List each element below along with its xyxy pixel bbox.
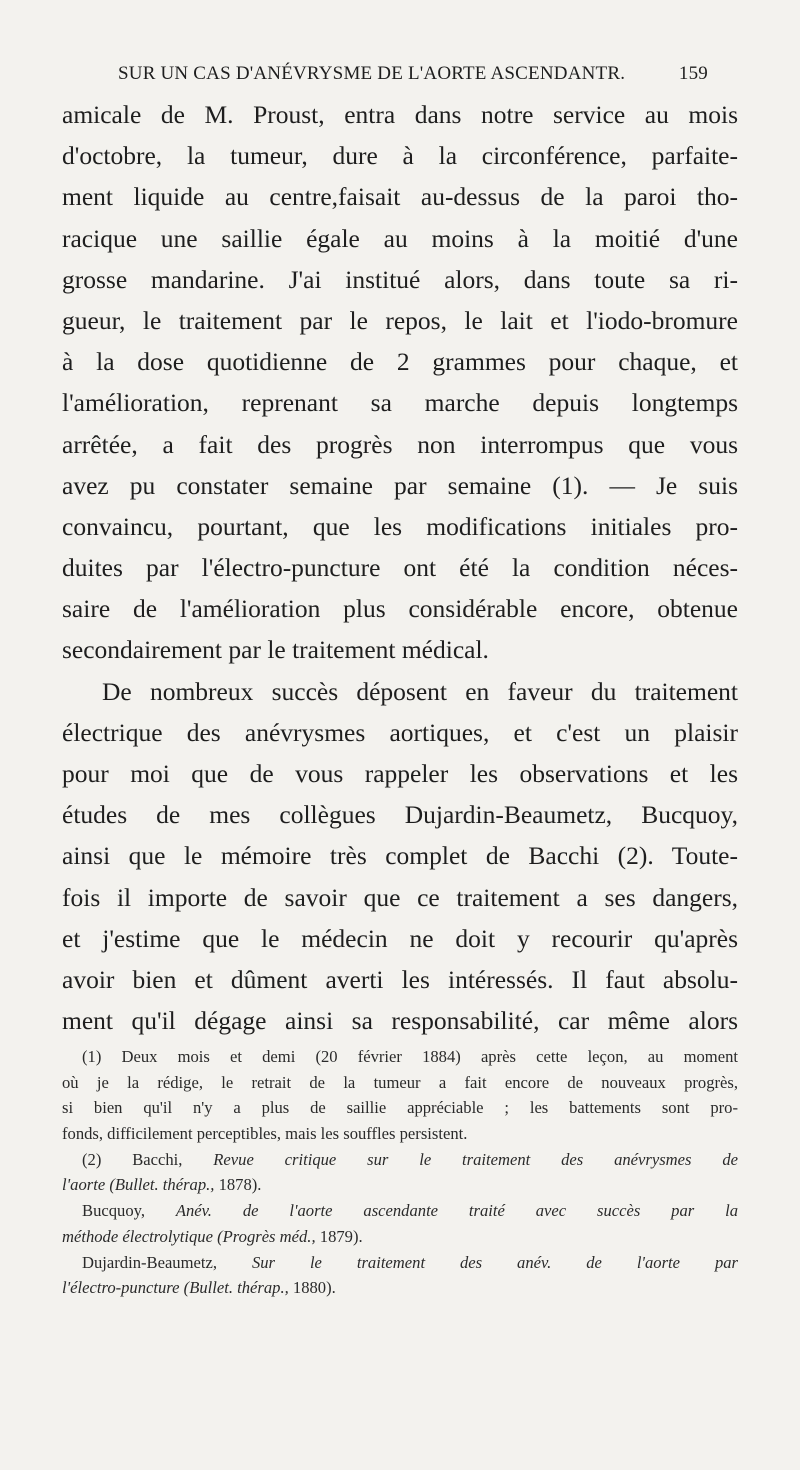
- footnote-1-line: (1) Deux mois et demi (20 février 1884) après cette leçon, au moment: [82, 1047, 738, 1066]
- body-line: électrique des anévrysmes aortiques, et c'est un plaisir: [62, 717, 738, 747]
- body-line: secondairement par le traitement médical.: [62, 635, 489, 665]
- body-line: duites par l'électro-puncture ont été la condition néces-: [62, 553, 738, 583]
- body-text: [62, 94, 738, 1041]
- footnote-1-line: où je la rédige, le retrait de la tumeur a fait encore de nouveaux progrès,: [62, 1072, 738, 1092]
- body-line: fois il importe de savoir que ce traitement a ses dangers,: [62, 882, 738, 912]
- footnote-journal: (Bullet. thérap.,: [109, 1175, 215, 1195]
- body-line: l'amélioration, reprenant sa marche depuis longtemps: [62, 388, 738, 418]
- body-line: et j'estime que le médecin ne doit y recourir qu'après: [62, 923, 738, 953]
- body-line: amicale de M. Proust, entra dans notre service au mois: [62, 100, 738, 129]
- body-line: à la dose quotidienne de 2 grammes pour chaque, et: [62, 347, 738, 377]
- footnote-author: Bucquoy,: [82, 1201, 145, 1221]
- footnote-2-bacchi: [62, 1147, 738, 1173]
- body-line: études de mes collègues Dujardin-Beaumetz, Bucquoy,: [62, 800, 738, 830]
- body-line: pour moi que de vous rappeler les observations et les: [62, 759, 738, 788]
- footnote-2-dujardin-cont: [62, 1275, 738, 1301]
- body-line: ment qu'il dégage ainsi sa responsabilité, car même alors: [62, 1006, 738, 1036]
- footnote-2-bacchi-cont: [62, 1172, 738, 1198]
- footnote-title: méthode électrolytique: [62, 1226, 213, 1246]
- footnote-1-line: si bien qu'il n'y a plus de saillie appréciable ; les battements sont pro-: [62, 1098, 738, 1118]
- footnote-journal: (Progrès méd.,: [217, 1226, 316, 1246]
- footnote-journal: (Bullet. thérap.,: [183, 1278, 289, 1298]
- body-line: arrêtée, a fait des progrès non interrompus que vous: [62, 429, 738, 459]
- footnote-year: 1880).: [292, 1278, 336, 1298]
- body-line: grosse mandarine. J'ai institué alors, dans toute sa ri-: [62, 264, 738, 294]
- footnote-2-bucquoy: [62, 1198, 738, 1224]
- page-number: 159: [678, 63, 708, 84]
- footnote-title: l'électro-puncture: [62, 1278, 180, 1298]
- footnote-1-line: fonds, difficilement perceptibles, mais les souffles persistent.: [62, 1124, 468, 1144]
- footnote-author: (2) Bacchi,: [82, 1149, 183, 1169]
- body-line: convaincu, pourtant, que les modifications initiales pro-: [62, 511, 738, 541]
- body-line: avez pu constater semaine par semaine (1). — Je suis: [62, 470, 738, 500]
- footnote-year: 1878).: [218, 1175, 262, 1195]
- body-line: avoir bien et dûment averti les intéressés. Il faut absolu-: [62, 964, 738, 994]
- footnote-journal-wrap: [109, 1175, 214, 1194]
- running-head: [118, 63, 708, 93]
- footnote-title: Anév. de l'aorte ascendante traité avec succès par la: [175, 1201, 738, 1221]
- footnote-title: Revue critique sur le traitement des anévrysmes de: [213, 1149, 739, 1169]
- body-line: De nombreux succès déposent en faveur du traitement: [102, 676, 738, 706]
- body-line: ment liquide au centre,faisait au-dessus de la paroi tho-: [62, 182, 738, 212]
- body-line: gueur, le traitement par le repos, le lait et l'iodo-bromure: [62, 305, 738, 335]
- body-line: ainsi que le mémoire très complet de Bacchi (2). Toute-: [62, 841, 738, 871]
- footnote-author: Dujardin-Beaumetz,: [82, 1252, 218, 1272]
- footnote-2-dujardin: [62, 1250, 738, 1276]
- footnotes: [62, 1044, 738, 1301]
- footnote-title: Sur le traitement des anév. de l'aorte par: [251, 1252, 738, 1272]
- footnote-year: 1879).: [319, 1226, 363, 1246]
- footnote-2-bucquoy-cont: [62, 1224, 738, 1250]
- running-head-title: SUR UN CAS D'ANÉVRYSME DE L'AORTE ASCENDANTR.: [118, 63, 626, 84]
- body-line: saire de l'amélioration plus considérable encore, obtenue: [62, 594, 738, 624]
- footnote-title: l'aorte: [62, 1175, 106, 1195]
- body-line: racique une saillie égale au moins à la moitié d'une: [62, 223, 738, 253]
- body-line: d'octobre, la tumeur, dure à la circonférence, parfaite-: [62, 141, 738, 171]
